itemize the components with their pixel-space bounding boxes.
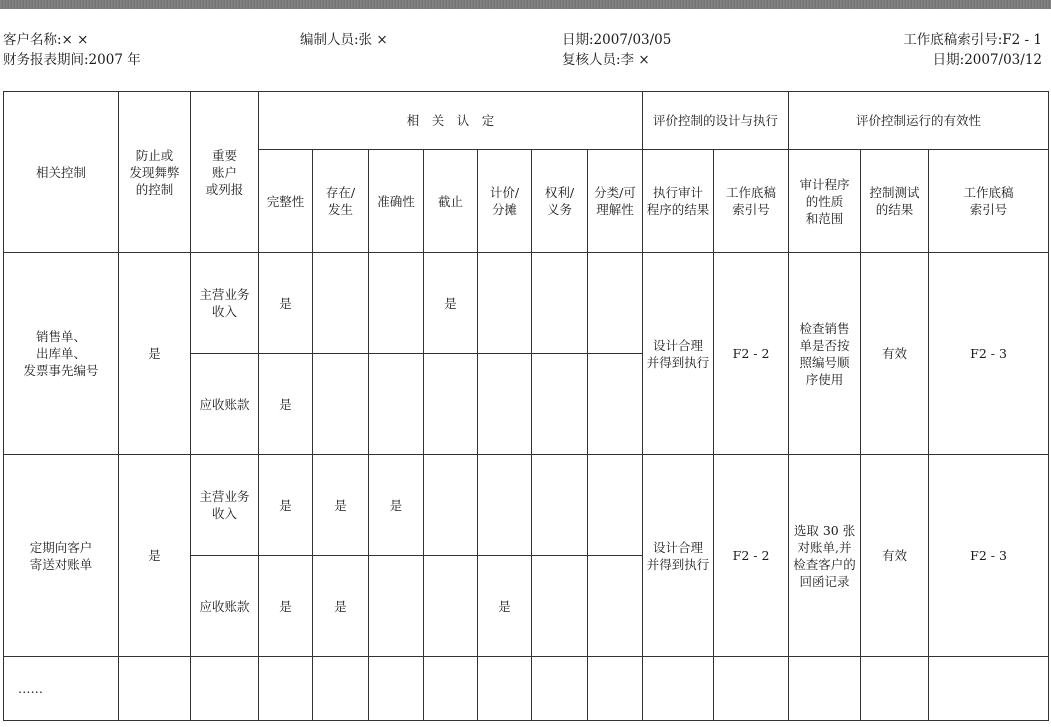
control-cell: 销售单、 出库单、 发票事先编号	[4, 253, 119, 455]
effect-ref-cell: F2 - 3	[929, 455, 1049, 657]
empty-cell	[789, 657, 861, 721]
classification-cell	[588, 253, 643, 354]
control-cell: 定期向客户 寄送对账单	[4, 455, 119, 657]
design-ref-cell: F2 - 2	[714, 455, 789, 657]
col-test-result: 控制测试 的结果	[861, 150, 929, 253]
header-row-1	[4, 92, 1049, 150]
col-design-group: 评价控制的设计与执行	[643, 92, 789, 150]
design-result-cell: 设计合理 并得到执行	[643, 455, 714, 657]
internal-control-table	[3, 91, 1049, 721]
empty-cell	[929, 657, 1049, 721]
empty-cell	[259, 657, 313, 721]
account-cell: 主营业务 收入	[191, 253, 259, 354]
account-cell: 主营业务 收入	[191, 455, 259, 556]
empty-cell	[369, 657, 424, 721]
client-name: 客户名称:× ×	[3, 32, 89, 48]
valuation-cell	[478, 253, 532, 354]
col-assertions-group: 相 关 认 定	[259, 92, 643, 150]
scan-top-border	[0, 0, 1051, 9]
accuracy-cell: 是	[369, 455, 424, 556]
empty-cell	[313, 657, 369, 721]
rights-cell	[532, 455, 588, 556]
rights-cell	[532, 253, 588, 354]
table-row	[4, 253, 1049, 354]
col-effect-ref: 工作底稿 索引号	[929, 150, 1049, 253]
accuracy-cell	[369, 354, 424, 455]
valuation-cell: 是	[478, 556, 532, 657]
col-effectiveness-group: 评价控制运行的有效性	[789, 92, 1049, 150]
empty-cell	[119, 657, 191, 721]
account-cell: 应收账款	[191, 354, 259, 455]
empty-cell	[588, 657, 643, 721]
col-account: 重要 账户 或列报	[191, 92, 259, 253]
col-control: 相关控制	[4, 92, 119, 253]
account-cell: 应收账款	[191, 556, 259, 657]
completeness-cell: 是	[259, 556, 313, 657]
rights-cell	[532, 556, 588, 657]
procedure-cell: 检查销售 单是否按 照编号顺 序使用	[789, 253, 861, 455]
prepare-date: 日期:2007/03/05	[562, 32, 672, 48]
test-result-cell: 有效	[861, 455, 929, 657]
cutoff-cell	[424, 455, 478, 556]
col-existence: 存在/ 发生	[313, 150, 369, 253]
table-row	[4, 657, 1049, 721]
completeness-cell: 是	[259, 354, 313, 455]
rights-cell	[532, 354, 588, 455]
accuracy-cell	[369, 253, 424, 354]
existence-cell	[313, 354, 369, 455]
classification-cell	[588, 556, 643, 657]
col-valuation: 计价/ 分摊	[478, 150, 532, 253]
col-design-result: 执行审计 程序的结果	[643, 150, 714, 253]
col-cutoff: 截止	[424, 150, 478, 253]
test-result-cell: 有效	[861, 253, 929, 455]
preparer: 编制人员:张 ×	[300, 32, 388, 48]
report-period: 财务报表期间:2007 年	[3, 52, 141, 68]
completeness-cell: 是	[259, 253, 313, 354]
cutoff-cell: 是	[424, 253, 478, 354]
col-rights: 权利/ 义务	[532, 150, 588, 253]
cutoff-cell	[424, 354, 478, 455]
empty-cell	[191, 657, 259, 721]
workpaper-index: 工作底稿索引号:F2 - 1	[903, 32, 1042, 48]
empty-cell	[424, 657, 478, 721]
prevent-cell: 是	[119, 455, 191, 657]
classification-cell	[588, 354, 643, 455]
empty-cell	[643, 657, 714, 721]
classification-cell	[588, 455, 643, 556]
ellipsis-cell: ……	[4, 657, 119, 721]
col-accuracy: 准确性	[369, 150, 424, 253]
existence-cell: 是	[313, 556, 369, 657]
design-ref-cell: F2 - 2	[714, 253, 789, 455]
design-result-cell: 设计合理 并得到执行	[643, 253, 714, 455]
col-prevent: 防止或 发现舞弊 的控制	[119, 92, 191, 253]
existence-cell	[313, 253, 369, 354]
table-row	[4, 455, 1049, 556]
empty-cell	[478, 657, 532, 721]
col-classification: 分类/可 理解性	[588, 150, 643, 253]
valuation-cell	[478, 354, 532, 455]
col-completeness: 完整性	[259, 150, 313, 253]
review-date: 日期:2007/03/12	[932, 52, 1042, 68]
cutoff-cell	[424, 556, 478, 657]
completeness-cell: 是	[259, 455, 313, 556]
procedure-cell: 选取 30 张 对账单,并 检查客户的 回函记录	[789, 455, 861, 657]
existence-cell: 是	[313, 455, 369, 556]
empty-cell	[714, 657, 789, 721]
effect-ref-cell: F2 - 3	[929, 253, 1049, 455]
empty-cell	[532, 657, 588, 721]
col-design-ref: 工作底稿 索引号	[714, 150, 789, 253]
col-procedure: 审计程序 的性质 和范围	[789, 150, 861, 253]
accuracy-cell	[369, 556, 424, 657]
reviewer: 复核人员:李 ×	[562, 52, 650, 68]
prevent-cell: 是	[119, 253, 191, 455]
empty-cell	[861, 657, 929, 721]
valuation-cell	[478, 455, 532, 556]
